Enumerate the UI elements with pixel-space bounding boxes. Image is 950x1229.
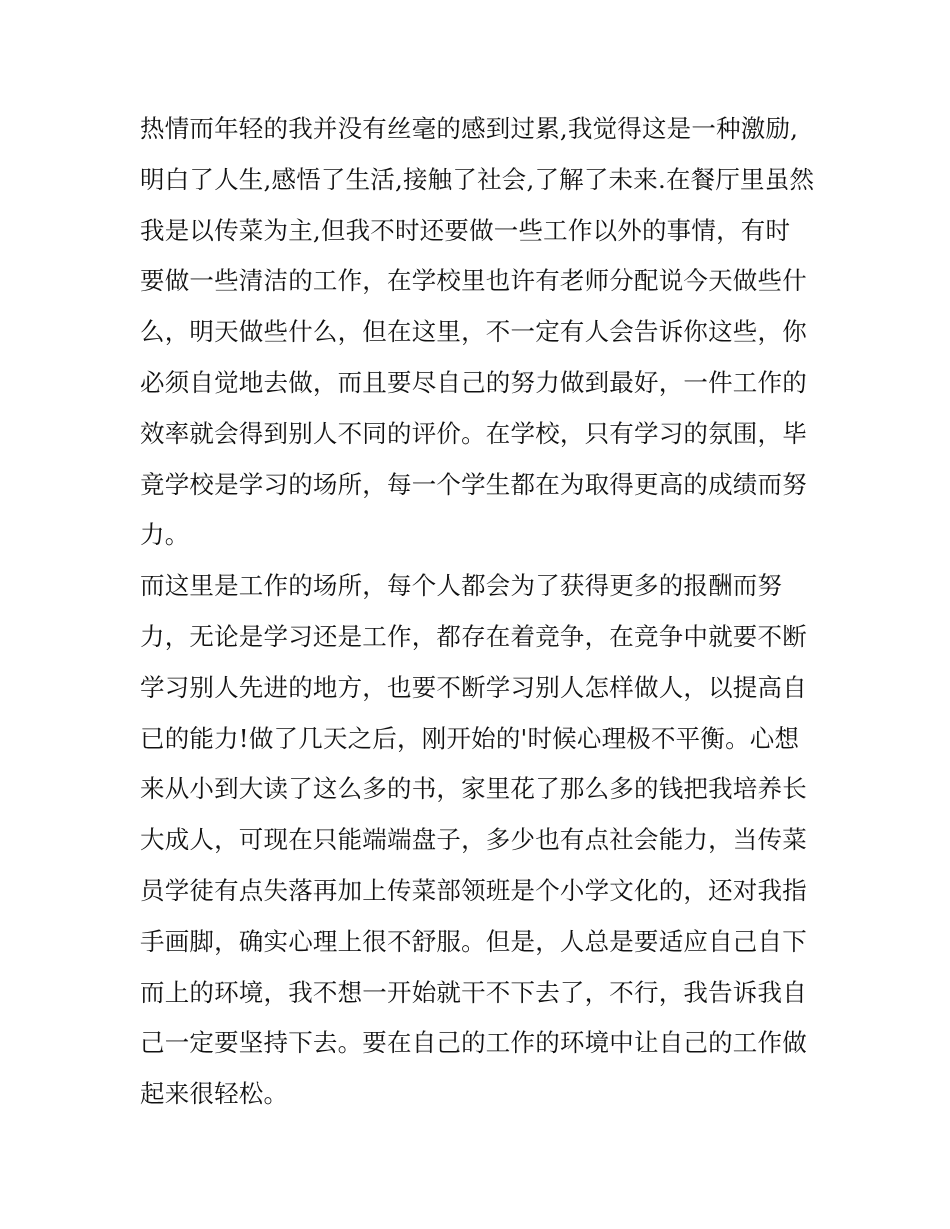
text-line: 手画脚，确实心理上很不舒服。但是，人总是要适应自己自下: [140, 926, 807, 956]
text-line: 己一定要坚持下去。要在自己的工作的环境中让自己的工作做: [140, 1028, 807, 1058]
text-line: 必须自觉地去做，而且要尽自己的努力做到最好，一件工作的: [140, 367, 807, 397]
text-line: 力。: [140, 520, 190, 550]
text-line: 效率就会得到别人不同的评价。在学校，只有学习的氛围，毕: [140, 418, 807, 448]
text-line: 要做一些清洁的工作，在学校里也许有老师分配说今天做些什: [140, 266, 807, 296]
text-line: 而上的环境，我不想一开始就干不下去了，不行，我告诉我自: [140, 977, 807, 1007]
text-line: 力，无论是学习还是工作，都存在着竞争，在竞争中就要不断: [140, 621, 807, 651]
text-line: 已的能力!做了几天之后，刚开始的'时候心理极不平衡。心想: [140, 723, 800, 753]
text-line: 么，明天做些什么，但在这里，不一定有人会告诉你这些，你: [140, 317, 807, 347]
document-body: [140, 104, 820, 1120]
text-line: 而这里是工作的场所，每个人都会为了获得更多的报酬而努: [140, 571, 783, 601]
text-line: 热情而年轻的我并没有丝毫的感到过累,我觉得这是一种激励,: [140, 114, 799, 143]
text-line: 大成人，可现在只能端端盘子，多少也有点社会能力，当传菜: [140, 825, 807, 855]
text-line: 学习别人先进的地方，也要不断学习别人怎样做人，以提高自: [140, 672, 807, 702]
text-line: 起来很轻松。: [140, 1079, 289, 1109]
text-line: 明白了人生,感悟了生活,接触了社会,了解了未来.在餐厅里虽然: [140, 164, 815, 194]
text-line: 来从小到大读了这么多的书，家里花了那么多的钱把我培养长: [140, 774, 807, 804]
text-line: 员学徒有点失落再加上传菜部领班是个小学文化的，还对我指: [140, 875, 807, 905]
text-line: 我是以传菜为主,但我不时还要做一些工作以外的事情，有时: [140, 215, 791, 245]
text-line: 竟学校是学习的场所，每一个学生都在为取得更高的成绩而努: [140, 469, 807, 499]
